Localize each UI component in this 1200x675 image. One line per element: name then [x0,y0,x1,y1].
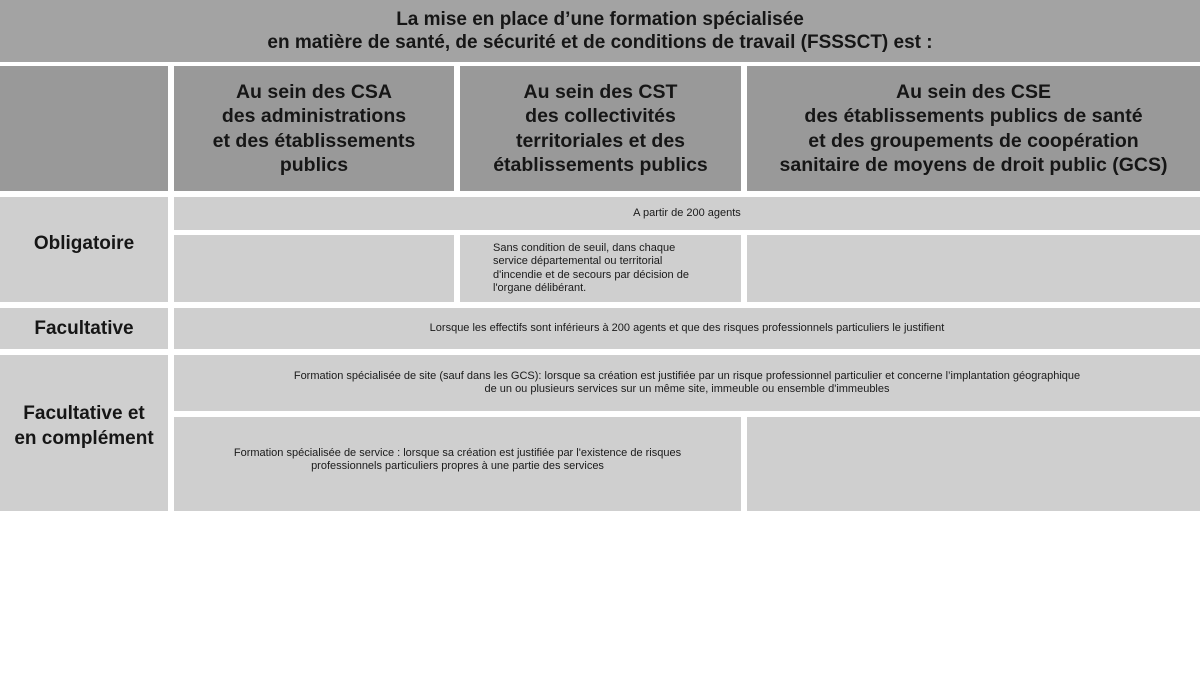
cell-facultative-all-columns-text: Lorsque les effectifs sont inférieurs à 200 agents et que des risques professionnels particuliers le justifient [429,321,945,334]
cell-obligatoire-all-columns [174,197,1200,230]
row-label-obligatoire-text: Obligatoire [33,233,135,254]
column-header-cst [460,66,741,191]
cell-complement-service-text: Formation spécialisée de service : lorsque sa création est justifiée par l'existence de risques professionnels particuliers propres à une partie des services [233,446,682,472]
cell-obligatoire-cse [747,235,1200,302]
column-header-cse [747,66,1200,191]
row-label-obligatoire [0,197,168,302]
header-corner-cell [0,66,168,191]
row-label-complement-text: Facultative et en complément [14,403,154,449]
cell-complement-site-text: Formation spécialisée de site (sauf dans les GCS): lorsque sa création est justifiée par un risque professionnel particulier et concerne l’implantation géographique de un ou plusieurs services sur un même site, immeuble ou ensemble d'immeubles [293,369,1081,395]
cell-complement-service [174,417,741,511]
cell-obligatoire-all-columns-text: A partir de 200 agents [633,206,741,219]
column-header-cse-label: Au sein des CSE des établissements publics de santé et des groupements de coopération sanitaire de moyens de droit public (GCS) [779,80,1168,176]
column-header-csa [174,66,454,191]
cell-obligatoire-cst-text: Sans condition de seuil, dans chaque service départemental ou territorial d'incendie et de secours par décision de l'organe délibérant. [493,241,689,294]
column-header-csa-label: Au sein des CSA des administrations et des établissements publics [212,80,416,176]
column-header-cst-label: Au sein des CST des collectivités territoriales et des établissements publics [493,80,708,176]
cell-facultative-all-columns [174,308,1200,349]
cell-obligatoire-csa [174,235,454,302]
row-label-facultative [0,308,168,349]
row-label-complement [0,355,168,511]
row-label-facultative-text: Facultative [34,318,134,339]
cell-complement-cse-empty [747,417,1200,511]
cell-obligatoire-cst [460,235,741,302]
table-title: La mise en place d’une formation spécialisée en matière de santé, de sécurité et de conditions de travail (FSSSCT) est : [267,9,933,53]
table-title-bar [0,0,1200,62]
cell-complement-site [174,355,1200,411]
